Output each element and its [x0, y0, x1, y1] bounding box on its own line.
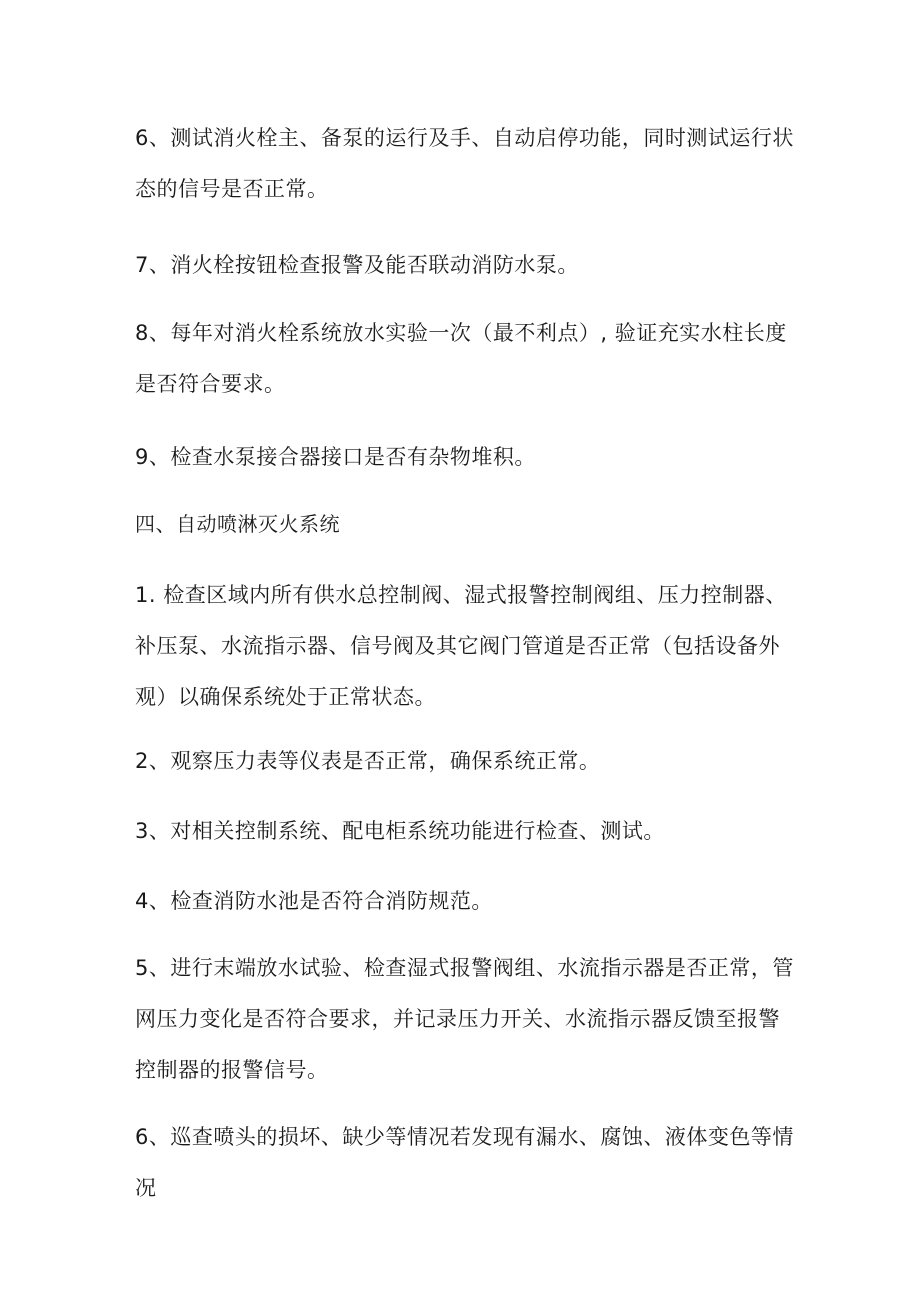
section-heading-automatic-sprinkler: 四、自动喷淋灭火系统 [135, 512, 340, 536]
paragraph-item-9-pump-connector: 9、检查水泵接合器接口是否有杂物堆积。 [135, 445, 536, 469]
paragraph-item-5-terminal-test: 5、进行末端放水试验、检查湿式报警阀组、水流指示器是否正常，管网压力变化是否符合要求，并记录压力开关、水流指示器反馈至报警控制器的报警信号。 [135, 956, 794, 1082]
paragraph-item-1-valve-check: 1. 检查区域内所有供水总控制阀、湿式报警控制阀组、压力控制器、补压泵、水流指示器、信号阀及其它阀门管道是否正常（包括设备外观）以确保系统处于正常状态。 [135, 583, 787, 709]
paragraph-item-8-annual-water-test: 8、每年对消火栓系统放水实验一次（最不利点）, 验证充实水柱长度是否符合要求。 [135, 321, 787, 396]
paragraph-item-6-sprinkler-inspection: 6、巡查喷头的损坏、缺少等情况若发现有漏水、腐蚀、液体变色等情况 [135, 1125, 794, 1200]
paragraph-item-3-control-system: 3、对相关控制系统、配电柜系统功能进行检查、测试。 [135, 819, 665, 843]
paragraph-item-7-hydrant-button: 7、消火栓按钮检查报警及能否联动消防水泵。 [135, 253, 579, 277]
paragraph-item-2-pressure-gauge: 2、观察压力表等仪表是否正常，确保系统正常。 [135, 749, 601, 773]
paragraph-item-6-hydrant-pump-test: 6、测试消火栓主、备泵的运行及手、自动启停功能，同时测试运行状态的信号是否正常。 [135, 126, 794, 201]
paragraph-item-4-fire-pool: 4、检查消防水池是否符合消防规范。 [135, 889, 493, 913]
